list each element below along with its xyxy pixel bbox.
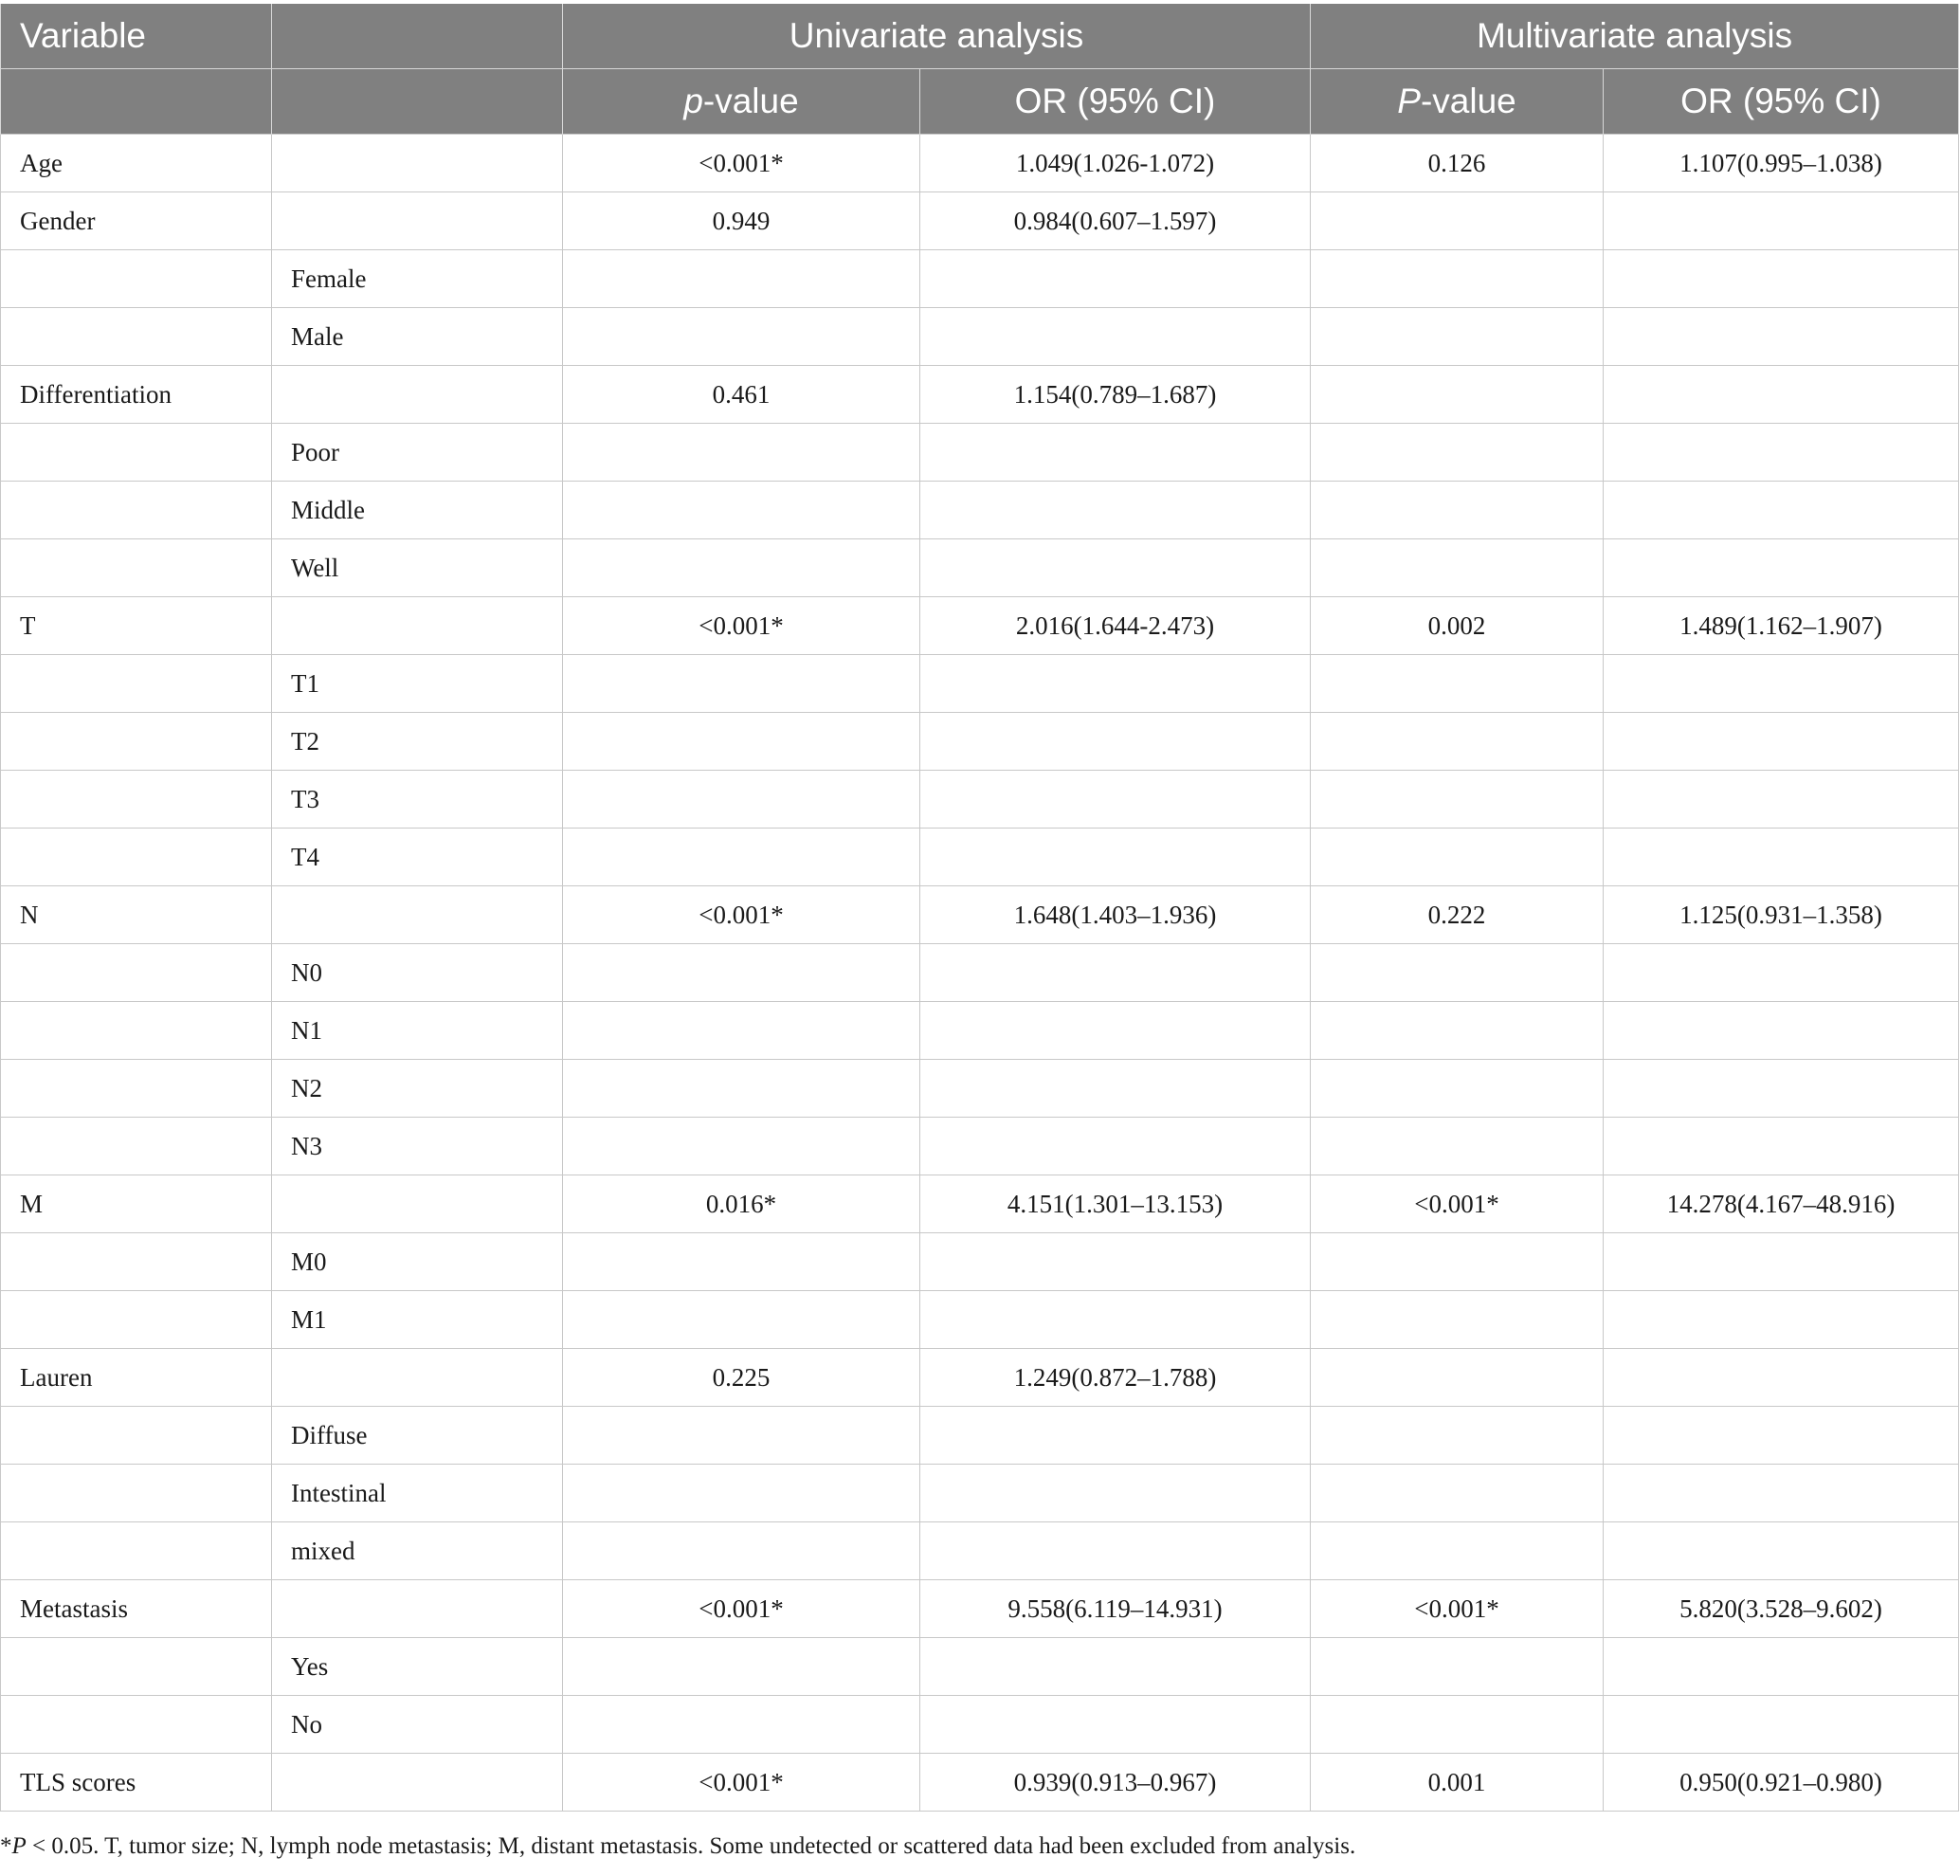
cell-uni-or xyxy=(920,655,1311,713)
cell-uni-or: 1.648(1.403–1.936) xyxy=(920,886,1311,944)
cell-multi-or xyxy=(1604,192,1959,250)
cell-uni-pvalue xyxy=(563,655,920,713)
cell-uni-or: 1.249(0.872–1.788) xyxy=(920,1349,1311,1407)
cell-subgroup xyxy=(272,1349,563,1407)
cell-variable xyxy=(1,1522,272,1580)
cell-uni-pvalue xyxy=(563,250,920,308)
cell-uni-or xyxy=(920,771,1311,829)
cell-multi-pvalue xyxy=(1311,771,1604,829)
cell-multi-pvalue: 0.002 xyxy=(1311,597,1604,655)
cell-subgroup: M0 xyxy=(272,1233,563,1291)
header-multi-p-italic: P xyxy=(1397,82,1421,120)
cell-multi-pvalue xyxy=(1311,944,1604,1002)
cell-multi-or xyxy=(1604,1060,1959,1118)
cell-multi-or xyxy=(1604,1349,1959,1407)
cell-uni-pvalue xyxy=(563,1060,920,1118)
cell-uni-pvalue: <0.001* xyxy=(563,597,920,655)
table-row xyxy=(1,1696,1959,1754)
cell-uni-or xyxy=(920,250,1311,308)
header-univariate: Univariate analysis xyxy=(563,4,1311,69)
cell-uni-pvalue: 0.949 xyxy=(563,192,920,250)
cell-multi-pvalue: 0.222 xyxy=(1311,886,1604,944)
cell-multi-or xyxy=(1604,1233,1959,1291)
cell-uni-pvalue xyxy=(563,1291,920,1349)
cell-multi-pvalue xyxy=(1311,1002,1604,1060)
cell-subgroup: M1 xyxy=(272,1291,563,1349)
cell-variable xyxy=(1,482,272,539)
cell-variable xyxy=(1,424,272,482)
cell-uni-pvalue: <0.001* xyxy=(563,1754,920,1812)
cell-uni-pvalue: <0.001* xyxy=(563,886,920,944)
cell-subgroup: Intestinal xyxy=(272,1465,563,1522)
results-table xyxy=(0,4,1959,1812)
cell-uni-or: 0.984(0.607–1.597) xyxy=(920,192,1311,250)
table-row xyxy=(1,655,1959,713)
cell-subgroup xyxy=(272,1175,563,1233)
cell-uni-or xyxy=(920,539,1311,597)
cell-uni-or xyxy=(920,1002,1311,1060)
cell-variable: Metastasis xyxy=(1,1580,272,1638)
cell-variable: TLS scores xyxy=(1,1754,272,1812)
cell-subgroup: N2 xyxy=(272,1060,563,1118)
table-footnote xyxy=(0,1833,1355,1860)
cell-subgroup: Poor xyxy=(272,424,563,482)
header-multi-or: OR (95% CI) xyxy=(1604,69,1959,135)
table-row xyxy=(1,250,1959,308)
cell-multi-or xyxy=(1604,713,1959,771)
cell-uni-or xyxy=(920,1465,1311,1522)
cell-uni-or: 0.939(0.913–0.967) xyxy=(920,1754,1311,1812)
cell-multi-pvalue xyxy=(1311,1522,1604,1580)
table-row xyxy=(1,135,1959,192)
table-row xyxy=(1,1754,1959,1812)
cell-subgroup: Male xyxy=(272,308,563,366)
cell-uni-or xyxy=(920,424,1311,482)
table-row xyxy=(1,539,1959,597)
table-row xyxy=(1,366,1959,424)
cell-variable xyxy=(1,1407,272,1465)
cell-multi-or xyxy=(1604,944,1959,1002)
cell-uni-pvalue xyxy=(563,1638,920,1696)
cell-subgroup xyxy=(272,366,563,424)
cell-variable xyxy=(1,829,272,886)
cell-variable xyxy=(1,308,272,366)
cell-multi-or xyxy=(1604,1465,1959,1522)
cell-multi-or xyxy=(1604,539,1959,597)
cell-multi-or xyxy=(1604,424,1959,482)
cell-multi-pvalue: 0.126 xyxy=(1311,135,1604,192)
table-row xyxy=(1,308,1959,366)
cell-multi-or xyxy=(1604,1638,1959,1696)
cell-subgroup: Well xyxy=(272,539,563,597)
footnote-star: * xyxy=(0,1833,12,1859)
cell-uni-pvalue xyxy=(563,1465,920,1522)
cell-variable: T xyxy=(1,597,272,655)
cell-uni-pvalue xyxy=(563,1522,920,1580)
cell-multi-or xyxy=(1604,1291,1959,1349)
cell-uni-or: 9.558(6.119–14.931) xyxy=(920,1580,1311,1638)
table-row xyxy=(1,1522,1959,1580)
cell-variable xyxy=(1,1233,272,1291)
cell-uni-or: 1.154(0.789–1.687) xyxy=(920,366,1311,424)
table-header xyxy=(1,4,1959,135)
cell-subgroup xyxy=(272,1754,563,1812)
cell-variable xyxy=(1,539,272,597)
cell-uni-or: 1.049(1.026-1.072) xyxy=(920,135,1311,192)
cell-uni-pvalue xyxy=(563,539,920,597)
cell-uni-or xyxy=(920,308,1311,366)
cell-uni-or xyxy=(920,713,1311,771)
cell-subgroup xyxy=(272,1580,563,1638)
header-blank xyxy=(1,69,272,135)
cell-variable: M xyxy=(1,1175,272,1233)
cell-uni-or: 4.151(1.301–13.153) xyxy=(920,1175,1311,1233)
cell-multi-or: 5.820(3.528–9.602) xyxy=(1604,1580,1959,1638)
cell-variable xyxy=(1,1118,272,1175)
cell-multi-or xyxy=(1604,829,1959,886)
cell-subgroup: mixed xyxy=(272,1522,563,1580)
cell-uni-or xyxy=(920,1233,1311,1291)
header-multi-pvalue xyxy=(1311,69,1604,135)
cell-multi-pvalue xyxy=(1311,829,1604,886)
cell-subgroup xyxy=(272,886,563,944)
cell-multi-pvalue xyxy=(1311,424,1604,482)
cell-subgroup: N0 xyxy=(272,944,563,1002)
table-row xyxy=(1,1580,1959,1638)
cell-subgroup xyxy=(272,597,563,655)
cell-uni-pvalue: 0.225 xyxy=(563,1349,920,1407)
cell-uni-pvalue xyxy=(563,308,920,366)
cell-uni-pvalue xyxy=(563,1233,920,1291)
table-row xyxy=(1,829,1959,886)
cell-multi-or xyxy=(1604,655,1959,713)
cell-multi-or xyxy=(1604,366,1959,424)
table-row xyxy=(1,1060,1959,1118)
cell-subgroup: Yes xyxy=(272,1638,563,1696)
header-blank xyxy=(272,4,563,69)
header-multi-p-rest: -value xyxy=(1420,82,1516,120)
table-row xyxy=(1,1233,1959,1291)
cell-multi-pvalue xyxy=(1311,250,1604,308)
cell-uni-pvalue xyxy=(563,829,920,886)
cell-multi-pvalue xyxy=(1311,482,1604,539)
cell-variable: Age xyxy=(1,135,272,192)
cell-multi-or xyxy=(1604,482,1959,539)
cell-uni-pvalue xyxy=(563,713,920,771)
footnote-p: P xyxy=(11,1833,27,1859)
cell-multi-or xyxy=(1604,1002,1959,1060)
cell-uni-pvalue: 0.461 xyxy=(563,366,920,424)
table-row xyxy=(1,424,1959,482)
cell-subgroup: No xyxy=(272,1696,563,1754)
cell-multi-pvalue xyxy=(1311,1407,1604,1465)
cell-variable xyxy=(1,250,272,308)
cell-multi-pvalue: <0.001* xyxy=(1311,1175,1604,1233)
table-row xyxy=(1,1118,1959,1175)
cell-multi-pvalue xyxy=(1311,1696,1604,1754)
cell-uni-or xyxy=(920,1291,1311,1349)
cell-subgroup xyxy=(272,135,563,192)
table-row xyxy=(1,1291,1959,1349)
table-body xyxy=(1,135,1959,1812)
cell-variable xyxy=(1,1465,272,1522)
cell-uni-or xyxy=(920,1407,1311,1465)
header-variable: Variable xyxy=(1,4,272,69)
cell-multi-pvalue xyxy=(1311,539,1604,597)
cell-subgroup: N1 xyxy=(272,1002,563,1060)
table-row xyxy=(1,1175,1959,1233)
cell-multi-pvalue xyxy=(1311,192,1604,250)
cell-subgroup: T1 xyxy=(272,655,563,713)
table-row xyxy=(1,1349,1959,1407)
cell-uni-or xyxy=(920,1118,1311,1175)
cell-uni-pvalue xyxy=(563,424,920,482)
cell-uni-or xyxy=(920,1696,1311,1754)
footnote-text: < 0.05. T, tumor size; N, lymph node metastasis; M, distant metastasis. Some undetected or scattered data had been excluded from analysis. xyxy=(26,1833,1356,1859)
cell-multi-pvalue xyxy=(1311,1060,1604,1118)
header-blank xyxy=(272,69,563,135)
header-uni-or: OR (95% CI) xyxy=(920,69,1311,135)
table-row xyxy=(1,1407,1959,1465)
cell-uni-pvalue xyxy=(563,1696,920,1754)
cell-variable xyxy=(1,944,272,1002)
cell-multi-pvalue xyxy=(1311,1233,1604,1291)
cell-multi-or xyxy=(1604,1407,1959,1465)
table-row xyxy=(1,944,1959,1002)
table-row xyxy=(1,886,1959,944)
cell-uni-or: 2.016(1.644-2.473) xyxy=(920,597,1311,655)
cell-variable: Lauren xyxy=(1,1349,272,1407)
cell-multi-or xyxy=(1604,308,1959,366)
cell-variable: Differentiation xyxy=(1,366,272,424)
cell-subgroup: Diffuse xyxy=(272,1407,563,1465)
cell-subgroup: Middle xyxy=(272,482,563,539)
cell-multi-pvalue: <0.001* xyxy=(1311,1580,1604,1638)
cell-uni-pvalue xyxy=(563,1118,920,1175)
cell-multi-pvalue xyxy=(1311,1349,1604,1407)
cell-multi-or: 0.950(0.921–0.980) xyxy=(1604,1754,1959,1812)
cell-multi-pvalue xyxy=(1311,713,1604,771)
cell-multi-pvalue xyxy=(1311,1118,1604,1175)
cell-subgroup: N3 xyxy=(272,1118,563,1175)
cell-multi-or: 1.489(1.162–1.907) xyxy=(1604,597,1959,655)
cell-multi-or xyxy=(1604,250,1959,308)
cell-variable xyxy=(1,655,272,713)
cell-uni-or xyxy=(920,482,1311,539)
cell-multi-pvalue xyxy=(1311,1638,1604,1696)
table-row xyxy=(1,771,1959,829)
cell-variable: N xyxy=(1,886,272,944)
cell-uni-pvalue xyxy=(563,1002,920,1060)
header-uni-p-italic: p xyxy=(683,82,703,120)
cell-multi-or: 1.125(0.931–1.358) xyxy=(1604,886,1959,944)
table-row xyxy=(1,597,1959,655)
cell-uni-pvalue: <0.001* xyxy=(563,1580,920,1638)
cell-uni-pvalue xyxy=(563,482,920,539)
cell-subgroup: T2 xyxy=(272,713,563,771)
cell-variable xyxy=(1,1696,272,1754)
table-row xyxy=(1,192,1959,250)
cell-multi-pvalue xyxy=(1311,1291,1604,1349)
cell-uni-or xyxy=(920,1060,1311,1118)
cell-multi-pvalue xyxy=(1311,1465,1604,1522)
cell-uni-or xyxy=(920,829,1311,886)
cell-multi-or: 14.278(4.167–48.916) xyxy=(1604,1175,1959,1233)
cell-uni-pvalue xyxy=(563,771,920,829)
cell-uni-or xyxy=(920,1522,1311,1580)
table-row xyxy=(1,1465,1959,1522)
header-row-2 xyxy=(1,69,1959,135)
cell-variable xyxy=(1,1291,272,1349)
cell-multi-pvalue xyxy=(1311,366,1604,424)
table-row xyxy=(1,482,1959,539)
cell-multi-pvalue xyxy=(1311,655,1604,713)
cell-uni-pvalue xyxy=(563,1407,920,1465)
header-row-1 xyxy=(1,4,1959,69)
table-row xyxy=(1,1638,1959,1696)
cell-variable: Gender xyxy=(1,192,272,250)
cell-variable xyxy=(1,1060,272,1118)
cell-multi-or xyxy=(1604,1118,1959,1175)
cell-uni-or xyxy=(920,944,1311,1002)
header-uni-p-rest: -value xyxy=(702,82,799,120)
table-row xyxy=(1,713,1959,771)
cell-subgroup: Female xyxy=(272,250,563,308)
cell-multi-or: 1.107(0.995–1.038) xyxy=(1604,135,1959,192)
table-row xyxy=(1,1002,1959,1060)
cell-uni-pvalue: <0.001* xyxy=(563,135,920,192)
cell-subgroup: T3 xyxy=(272,771,563,829)
cell-multi-or xyxy=(1604,1696,1959,1754)
cell-subgroup: T4 xyxy=(272,829,563,886)
cell-variable xyxy=(1,1002,272,1060)
cell-multi-or xyxy=(1604,771,1959,829)
cell-variable xyxy=(1,771,272,829)
cell-multi-pvalue: 0.001 xyxy=(1311,1754,1604,1812)
cell-subgroup xyxy=(272,192,563,250)
header-multivariate: Multivariate analysis xyxy=(1311,4,1959,69)
cell-uni-or xyxy=(920,1638,1311,1696)
header-uni-pvalue xyxy=(563,69,920,135)
cell-uni-pvalue: 0.016* xyxy=(563,1175,920,1233)
cell-uni-pvalue xyxy=(563,944,920,1002)
cell-multi-or xyxy=(1604,1522,1959,1580)
cell-variable xyxy=(1,1638,272,1696)
cell-variable xyxy=(1,713,272,771)
cell-multi-pvalue xyxy=(1311,308,1604,366)
